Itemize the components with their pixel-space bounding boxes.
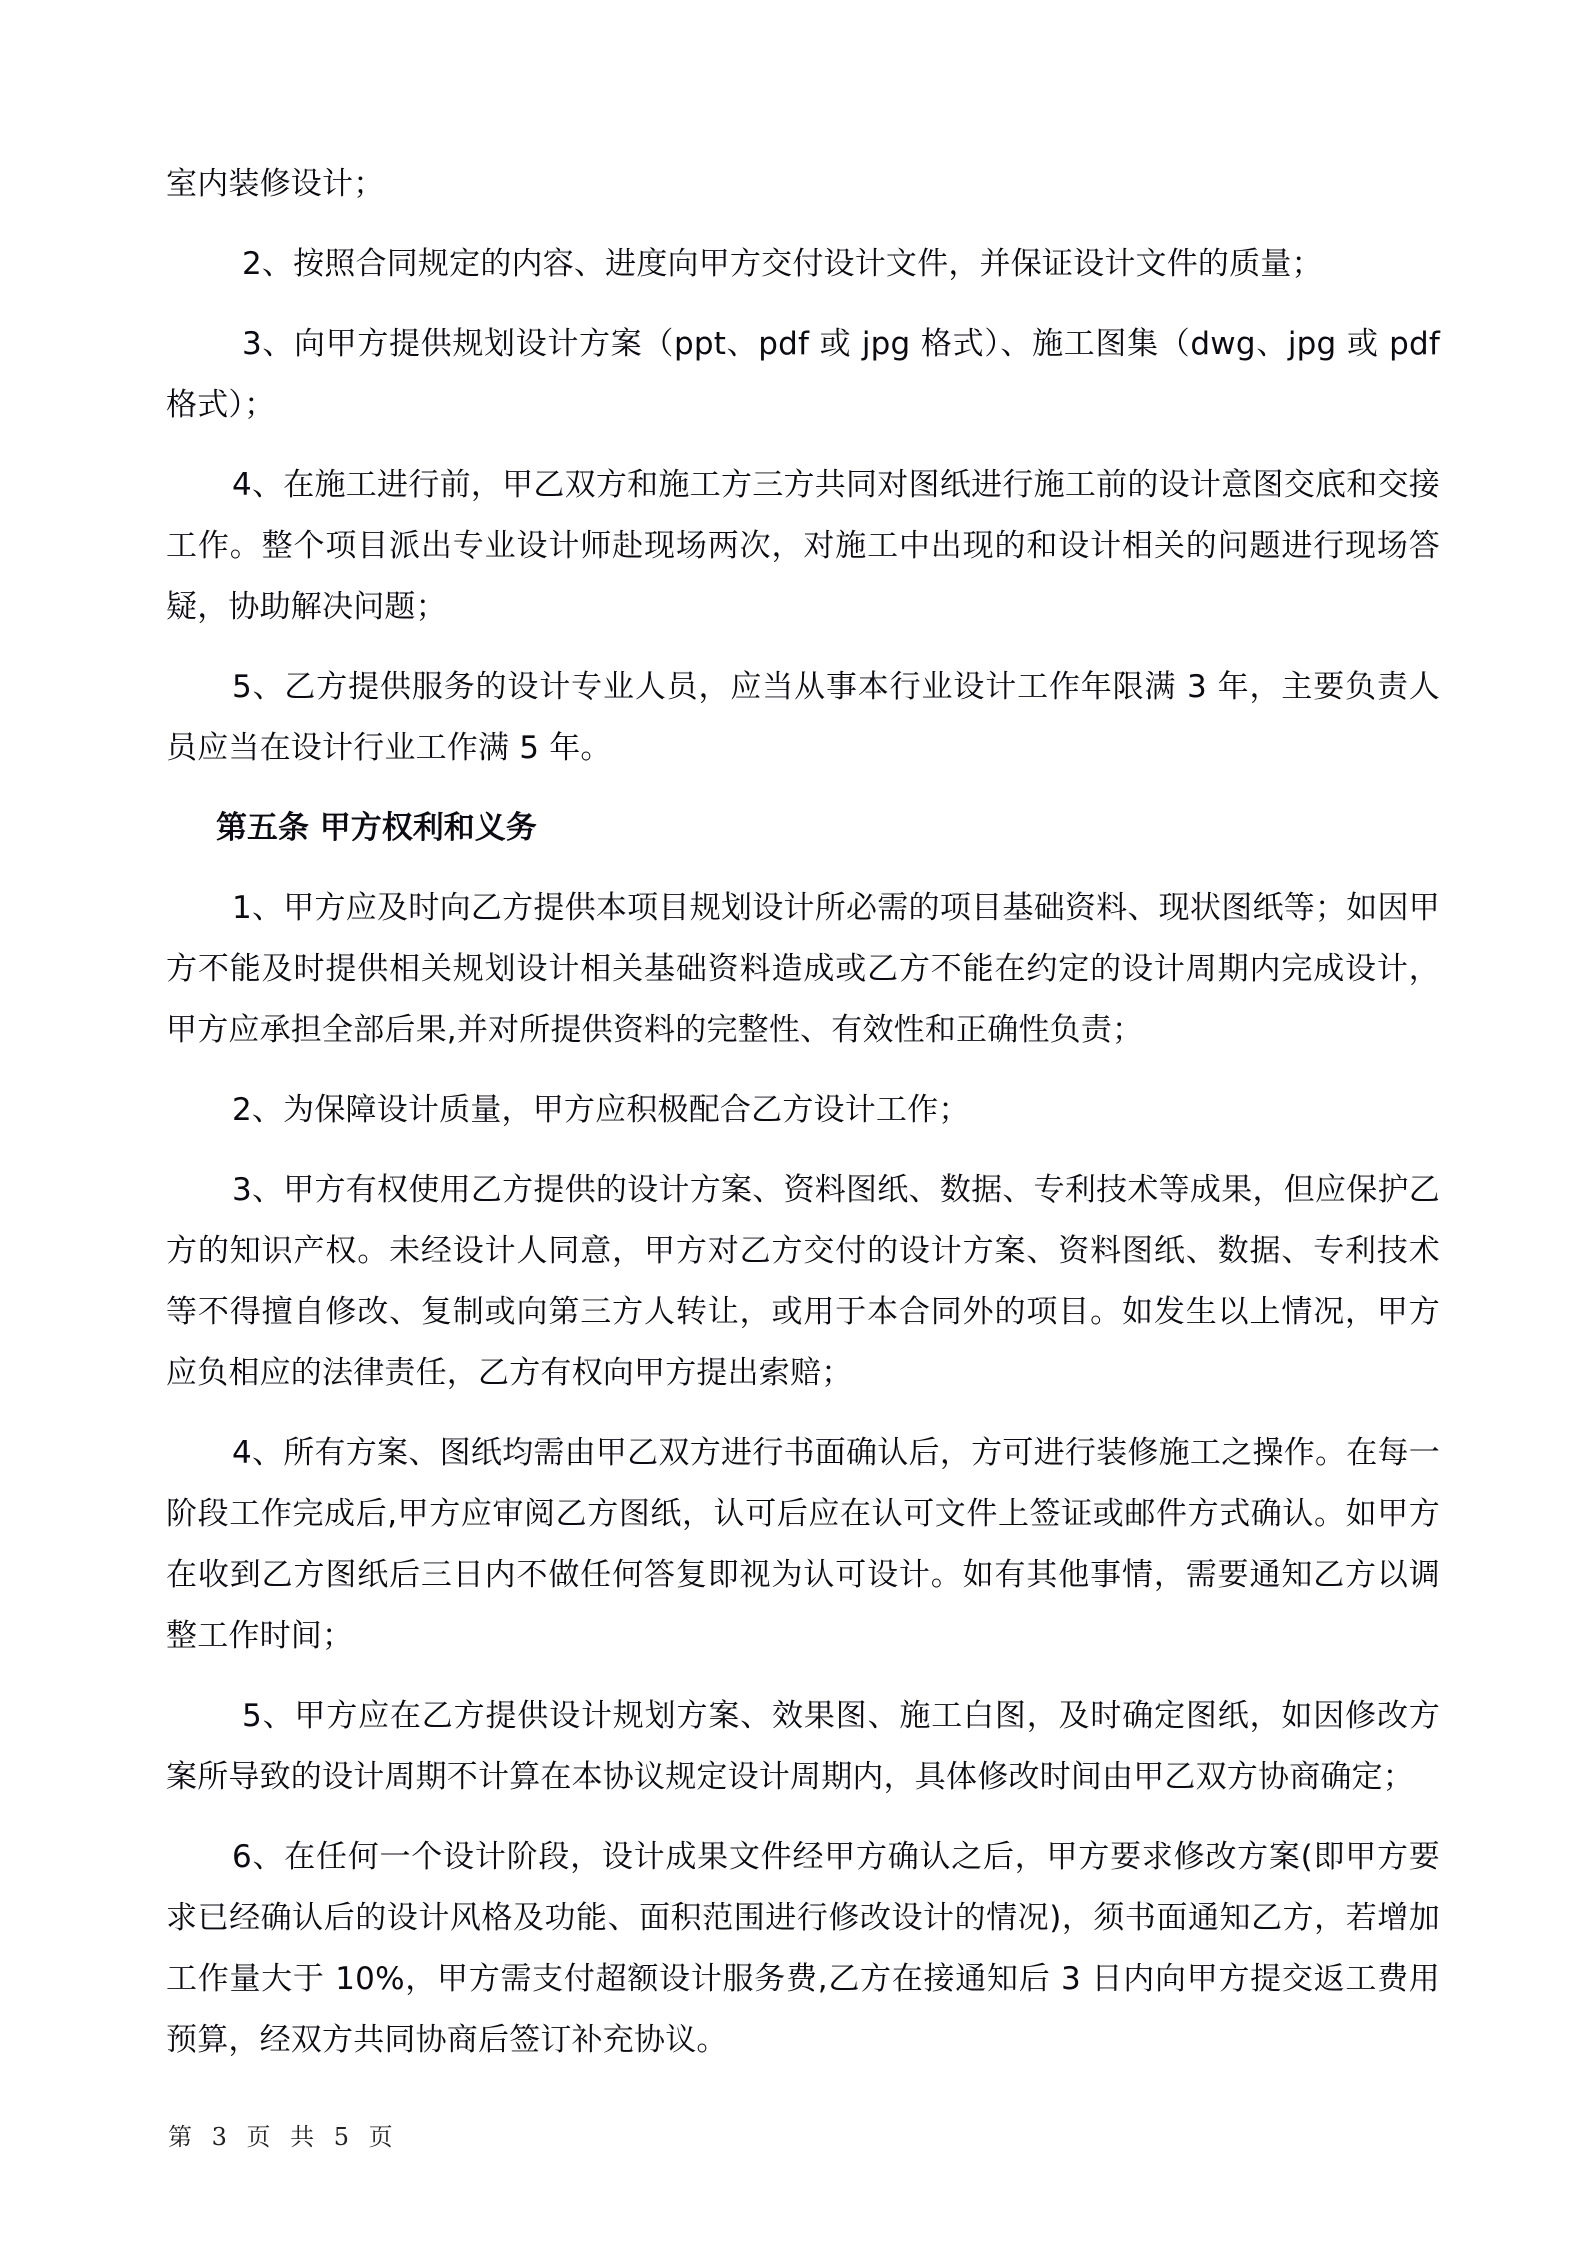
clause-item-3: 3、向甲方提供规划设计方案（ppt、pdf 或 jpg 格式）、施工图集（dwg、jpg 或 pdf 格式）；: [166, 326, 1440, 423]
party-a-clause-5: 5、甲方应在乙方提供设计规划方案、效果图、施工白图，及时确定图纸，如因修改方案所导致的设计周期不计算在本协议规定设计周期内，具体修改时间由甲乙双方协商确定；: [166, 1698, 1440, 1795]
party-a-clause-2: 2、为保障设计质量，甲方应积极配合乙方设计工作；: [232, 1092, 970, 1128]
paragraph-continuation: 室内装修设计；: [166, 166, 385, 202]
party-a-clause-3: 3、甲方有权使用乙方提供的设计方案、资料图纸、数据、专利技术等成果，但应保护乙方的知识产权。未经设计人同意，甲方对乙方交付的设计方案、资料图纸、数据、专利技术等不得擅自修改、复制或向第三方人转让，或用于本合同外的项目。如发生以上情况，甲方应负相应的法律责任，乙方有权向甲方提出索赔；: [166, 1172, 1440, 1391]
party-a-clause-4: 4、所有方案、图纸均需由甲乙双方进行书面确认后，方可进行装修施工之操作。在每一阶段工作完成后,甲方应审阅乙方图纸，认可后应在认可文件上签证或邮件方式确认。如甲方在收到乙方图纸后三日内不做任何答复即视为认可设计。如有其他事情，需要通知乙方以调整工作时间；: [166, 1435, 1440, 1654]
party-a-clause-6: 6、在任何一个设计阶段，设计成果文件经甲方确认之后，甲方要求修改方案(即甲方要求已经确认后的设计风格及功能、面积范围进行修改设计的情况)，须书面通知乙方，若增加工作量大于 10%，甲方需支付超额设计服务费,乙方在接通知后 3 日内向甲方提交返工费用预算，经双方共同协商后签订补充协议。: [166, 1839, 1440, 2058]
party-a-clause-1: 1、甲方应及时向乙方提供本项目规划设计所必需的项目基础资料、现状图纸等；如因甲方不能及时提供相关规划设计相关基础资料造成或乙方不能在约定的设计周期内完成设计，甲方应承担全部后果,并对所提供资料的完整性、有效性和正确性负责；: [166, 890, 1440, 1048]
section-heading: 第五条 甲方权利和义务: [216, 810, 537, 846]
clause-item-2: 2、按照合同规定的内容、进度向甲方交付设计文件，并保证设计文件的质量；: [242, 246, 1323, 282]
document-body: [166, 154, 1440, 2090]
clause-item-5: 5、乙方提供服务的设计专业人员，应当从事本行业设计工作年限满 3 年，主要负责人员应当在设计行业工作满 5 年。: [166, 669, 1440, 766]
clause-item-4: 4、在施工进行前，甲乙双方和施工方三方共同对图纸进行施工前的设计意图交底和交接工作。整个项目派出专业设计师赴现场两次，对施工中出现的和设计相关的问题进行现场答疑，协助解决问题；: [166, 467, 1440, 625]
page-number-footer: 第 3 页 共 5 页: [168, 2123, 395, 2151]
